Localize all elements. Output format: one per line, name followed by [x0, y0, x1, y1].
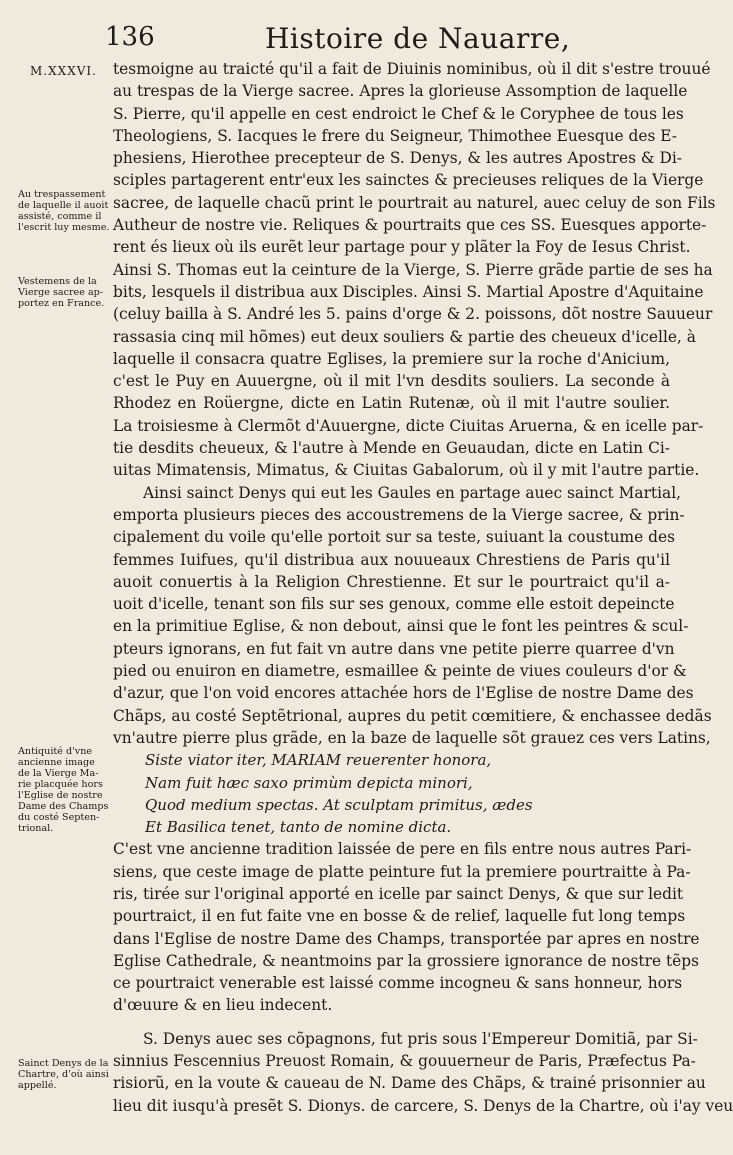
verse-line: Siste viator iter, MARIAM reuerenter honora,	[145, 751, 492, 770]
text-line: siens, que ceste image de platte peinture fut la premiere pourtraitte à Pa-	[113, 862, 691, 881]
text-line: ris, tirée sur l'original apporté en icelle par sainct Denys, & que sur ledit	[113, 884, 684, 903]
text-line: rassasia cinq mil hõmes) eut deux souliers & partie des cheueux d'icelle, à	[113, 327, 696, 346]
text-line: d'œuure & en lieu indecent.	[113, 996, 333, 1015]
text-line: bits, lesquels il distribua aux Disciples. Ainsi S. Martial Apostre d'Aquitaine	[113, 282, 704, 301]
text-line: auoit conuertis à la Religion Chrestienne. Et sur le pourtraict qu'il a-	[113, 572, 670, 591]
text-line: cipalement du voile qu'elle portoit sur sa teste, suiuant la coustume des	[113, 528, 675, 547]
text-line: Ainsi S. Thomas eut la ceinture de la Vierge, S. Pierre grãde partie de ses ha	[113, 260, 713, 279]
page-header	[105, 22, 685, 62]
margin-note: Au trespassement de laquelle il auoit assisté, comme il l'escrit luy mesme.	[18, 189, 110, 233]
text-line: ce pourtraict venerable est laissé comme incogneu & sans honneur, hors	[113, 974, 683, 993]
text-line: au trespas de la Vierge sacree. Apres la glorieuse Assomption de laquelle	[113, 82, 688, 101]
text-line: vn'autre pierre plus grãde, en la baze de laquelle sõt grauez ces vers Latins,	[113, 728, 711, 747]
text-line: sinnius Fescennius Preuost Romain, & gouuerneur de Paris, Præfectus Pa-	[113, 1052, 696, 1071]
text-line: Ainsi sainct Denys qui eut les Gaules en partage auec sainct Martial,	[143, 483, 682, 502]
verse-line: Et Basilica tenet, tanto de nomine dicta.	[145, 818, 452, 837]
text-line: S. Denys auec ses cõpagnons, fut pris sous l'Empereur Domitiã, par Si-	[143, 1029, 698, 1048]
text-line: Chãps, au costé Septẽtrional, aupres du petit cœmitiere, & enchassee dedãs	[113, 706, 712, 725]
text-line: Rhodez en Roüergne, dicte en Latin Rutenæ, où il mit l'autre soulier.	[113, 394, 670, 413]
text-line: C'est vne ancienne tradition laissée de pere en fils entre nous autres Pari-	[113, 840, 692, 859]
text-line: sacree, de laquelle chacũ print le pourtrait au naturel, auec celuy de son Fils	[113, 193, 716, 212]
text-line: Autheur de nostre vie. Reliques & pourtraits que ces SS. Euesques apporte-	[113, 216, 707, 235]
text-line: Eglise Cathedrale, & neantmoins par la grossiere ignorance de nostre tẽps	[113, 951, 700, 970]
text-line: (celuy bailla à S. André les 5. pains d'orge & 2. poissons, dõt nostre Sauueur	[113, 305, 713, 324]
text-line: uoit d'icelle, tenant son fils sur ses genoux, comme elle estoit depeincte	[113, 595, 675, 614]
text-line: laquelle il consacra quatre Eglises, la premiere sur la roche d'Anicium,	[113, 349, 670, 368]
text-line: tesmoigne au traicté qu'il a fait de Diuinis nominibus, où il dit s'estre trouué	[113, 60, 711, 78]
text-line: S. Pierre, qu'il appelle en cest endroict le Chef & le Coryphee de tous les	[113, 104, 684, 123]
main-text	[113, 58, 733, 1117]
text-line: en la primitiue Eglise, & non debout, ainsi que le font les peintres & scul-	[113, 617, 689, 636]
text-line: pourtraict, il en fut faite vne en bosse & de relief, laquelle fut long temps	[113, 907, 686, 926]
page-number: 136	[105, 22, 155, 52]
paragraph-gap	[113, 1017, 670, 1028]
year-marginal: M.XXXVI.	[30, 64, 97, 78]
margin-note: Sainct Denys de la Chartre, d'où ainsi appellé.	[18, 1058, 109, 1091]
text-line: pteurs ignorans, en fut fait vn autre dans vne petite pierre quarree d'vn	[113, 639, 675, 658]
text-line: pied ou enuiron en diametre, esmaillee & peinte de viues couleurs d'or &	[113, 662, 687, 681]
text-line: lieu dit iusqu'à presẽt S. Dionys. de carcere, S. Denys de la Chartre, où i'ay veu	[113, 1096, 733, 1115]
text-line: La troisiesme à Clermõt d'Auuergne, dicte Ciuitas Aruerna, & en icelle par-	[113, 416, 704, 435]
text-line: uitas Mimatensis, Mimatus, & Ciuitas Gabalorum, où il y mit l'autre partie.	[113, 461, 700, 480]
running-title: Histoire de Nauarre,	[265, 22, 571, 55]
text-line: c'est le Puy en Auuergne, où il mit l'vn desdits souliers. La seconde à	[113, 372, 670, 391]
text-line: risiorũ, en la voute & caueau de N. Dame des Chãps, & trainé prisonnier au	[113, 1074, 706, 1093]
text-line: phesiens, Hierothee precepteur de S. Denys, & les autres Apostres & Di-	[113, 149, 682, 168]
text-line: emporta plusieurs pieces des accoustremens de la Vierge sacree, & prin-	[113, 505, 685, 524]
margin-note: Antiquité d'vne ancienne image de la Vierge Ma- rie placquée hors l'Eglise de nostre Dame des Champs du costé Septen- trional.	[18, 746, 109, 834]
text-line: d'azur, que l'on void encores attachée hors de l'Eglise de nostre Dame des	[113, 684, 694, 703]
text-line: rent és lieux où ils eurẽt leur partage pour y plãter la Foy de Iesus Christ.	[113, 238, 691, 257]
text-line: sciples partagerent entr'eux les sainctes & precieuses reliques de la Vierge	[113, 171, 704, 190]
text-line: Theologiens, S. Iacques le frere du Seigneur, Thimothee Euesque des E-	[113, 126, 677, 145]
verse-line: Quod medium spectas. At sculptam primitus, ædes	[145, 795, 533, 814]
verse-line: Nam fuit hæc saxo primùm depicta minori,	[145, 773, 473, 792]
text-line: tie desdits cheueux, & l'autre à Mende en Geuaudan, dicte en Latin Ci-	[113, 439, 670, 458]
text-line: femmes Iuifues, qu'il distribua aux nouueaux Chrestiens de Paris qu'il	[113, 550, 670, 569]
text-line: dans l'Eglise de nostre Dame des Champs, transportée par apres en nostre	[113, 929, 700, 948]
margin-note: Vestemens de la Vierge sacree ap- portez en France.	[18, 276, 105, 309]
